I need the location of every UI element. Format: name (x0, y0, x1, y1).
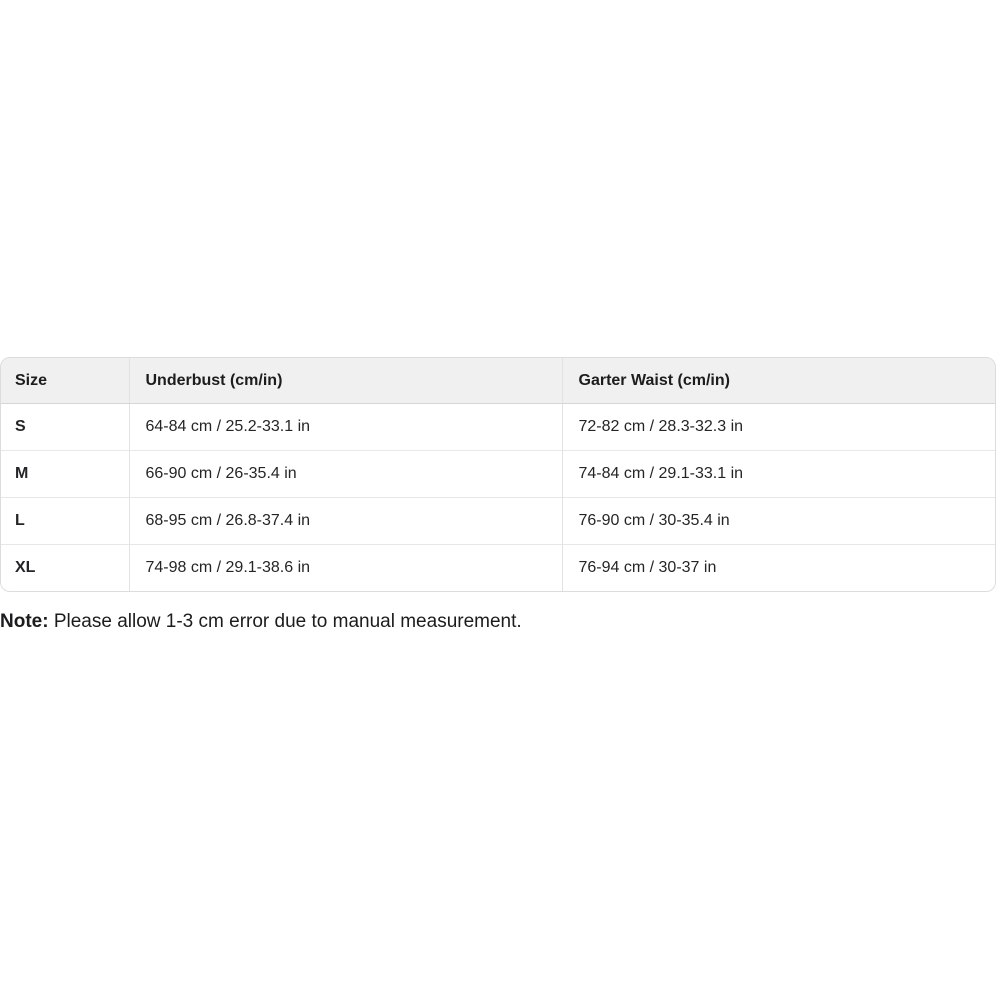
header-cell-size: Size (1, 358, 129, 404)
cell-garter-waist-l: 76-90 cm / 30-35.4 in (562, 498, 995, 545)
table-row-l (1, 498, 995, 545)
header-cell-garter-waist: Garter Waist (cm/in) (562, 358, 995, 404)
size-chart-table (1, 358, 995, 591)
note-label: Note: (0, 611, 49, 632)
cell-size-l: L (1, 498, 129, 545)
cell-garter-waist-m: 74-84 cm / 29.1-33.1 in (562, 451, 995, 498)
table-row-xl (1, 545, 995, 592)
note-text: Please allow 1-3 cm error due to manual measurement. (48, 611, 522, 632)
table-row-s (1, 404, 995, 451)
cell-underbust-xl: 74-98 cm / 29.1-38.6 in (129, 545, 562, 592)
table-row-m (1, 451, 995, 498)
cell-underbust-s: 64-84 cm / 25.2-33.1 in (129, 404, 562, 451)
cell-underbust-m: 66-90 cm / 26-35.4 in (129, 451, 562, 498)
measurement-note (0, 609, 522, 635)
cell-garter-waist-s: 72-82 cm / 28.3-32.3 in (562, 404, 995, 451)
size-chart-container (0, 357, 996, 592)
header-row (1, 358, 995, 404)
cell-garter-waist-xl: 76-94 cm / 30-37 in (562, 545, 995, 592)
cell-size-s: S (1, 404, 129, 451)
cell-underbust-l: 68-95 cm / 26.8-37.4 in (129, 498, 562, 545)
header-cell-underbust: Underbust (cm/in) (129, 358, 562, 404)
cell-size-m: M (1, 451, 129, 498)
cell-size-xl: XL (1, 545, 129, 592)
